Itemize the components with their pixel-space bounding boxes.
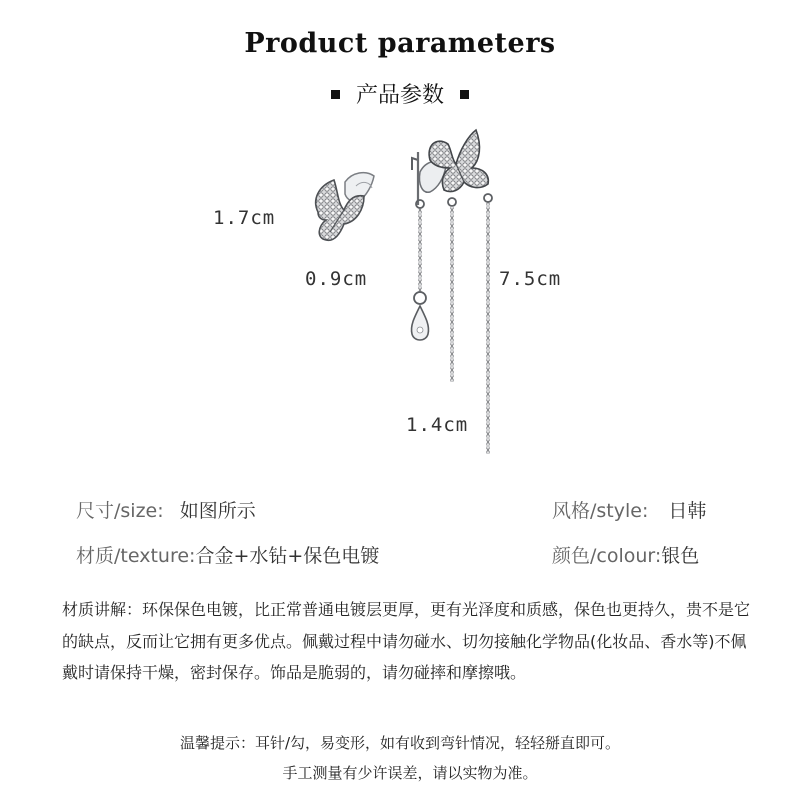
butterfly-chain-earring [411,130,492,454]
subtitle-text: 产品参数 [355,83,444,108]
size-value: 如图所示 [179,500,256,522]
texture-label: 材质/texture: [76,545,196,567]
style-label: 风格/style: [552,500,649,522]
colour-value: 银色 [661,545,700,567]
spec-style [552,496,706,523]
colour-label: 颜色/colour: [552,545,662,567]
style-value: 日韩 [668,500,707,522]
stud-height-label: 1.7cm [213,207,276,229]
stud-width-label: 0.9cm [305,268,368,290]
spec-colour [552,541,699,568]
texture-value: 合金+水钻+保色电镀 [195,545,380,567]
drop-length-label: 1.4cm [406,414,469,436]
warm-tip-note: 温馨提示：耳针/勾，易变形，如有收到弯针情况，轻轻掰直即可。 [179,734,621,752]
page-title: Product parameters [244,28,556,59]
spec-texture [76,541,379,568]
size-label: 尺寸/size: [76,500,164,522]
spec-size [76,496,256,523]
butterfly-stud-earring [316,173,374,241]
measurement-note: 手工测量有少许误差，请以实物为准。 [282,764,538,782]
material-description: 材质讲解：环保保色电镀，比正常普通电镀层更厚，更有光泽度和质感，保色也更持久，贵不是它的缺点，反而让它拥有更多优点。佩戴过程中请勿碰水、切勿接触化学物品(化妆品、香水等)不佩戴时请保持干燥，密封保存。饰品是脆弱的，请勿碰摔和摩擦哦。 [62,600,751,682]
chain-length-label: 7.5cm [499,268,562,290]
